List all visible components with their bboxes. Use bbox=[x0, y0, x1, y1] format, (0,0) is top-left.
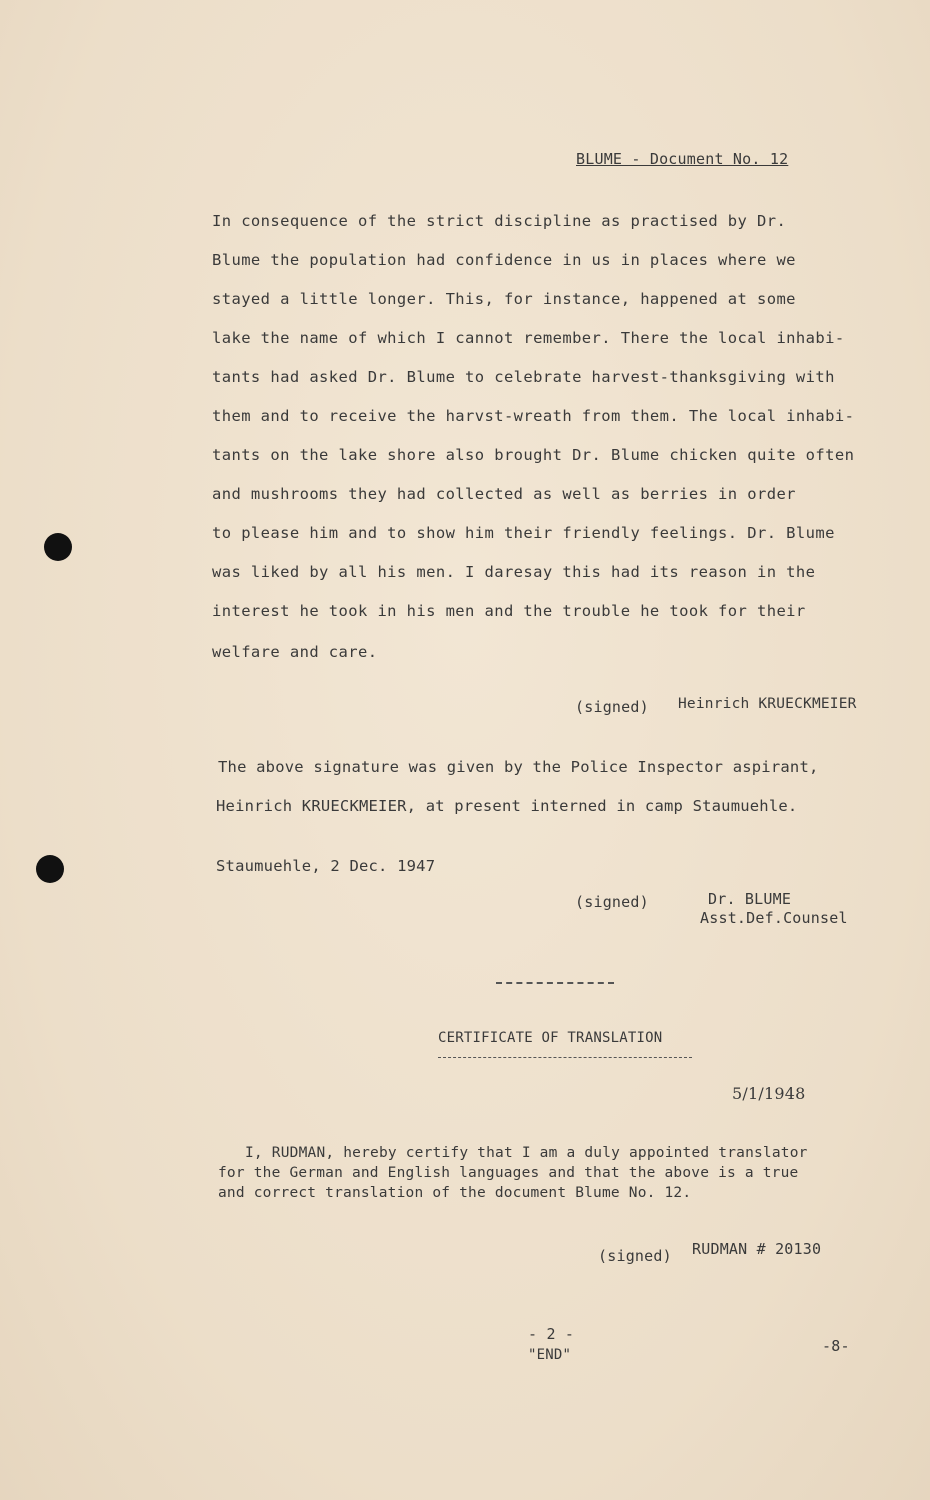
body-line: was liked by all his men. I daresay this had its reason in the bbox=[212, 563, 816, 581]
end-marker: "END" bbox=[528, 1347, 572, 1363]
certificate-heading: CERTIFICATE OF TRANSLATION bbox=[438, 1030, 663, 1046]
signed-label: (signed) bbox=[598, 1247, 672, 1265]
place-date: Staumuehle, 2 Dec. 1947 bbox=[216, 857, 436, 875]
punch-hole-top bbox=[44, 533, 72, 561]
signed-label: (signed) bbox=[575, 698, 649, 716]
signer-name: Heinrich KRUECKMEIER bbox=[678, 696, 857, 712]
body-line: tants on the lake shore also brought Dr. Blume chicken quite often bbox=[212, 446, 855, 464]
body-line: stayed a little longer. This, for instance, happened at some bbox=[212, 290, 796, 308]
heading-underline bbox=[438, 1057, 692, 1058]
body-line: Blume the population had confidence in us in places where we bbox=[212, 251, 796, 269]
signed-label: (signed) bbox=[575, 893, 649, 911]
punch-hole-bottom bbox=[36, 855, 64, 883]
body-line: welfare and care. bbox=[212, 643, 378, 661]
attestation-line: The above signature was given by the Police Inspector aspirant, bbox=[218, 758, 819, 776]
certificate-line: for the German and English languages and that the above is a true bbox=[218, 1165, 799, 1181]
body-line: interest he took in his men and the trouble he took for their bbox=[212, 602, 806, 620]
body-line: to please him and to show him their friendly feelings. Dr. Blume bbox=[212, 524, 835, 542]
corner-page-marker: -8- bbox=[822, 1337, 850, 1355]
body-line: lake the name of which I cannot remember. There the local inhabi- bbox=[212, 329, 845, 347]
signer-title: Asst.Def.Counsel bbox=[700, 909, 848, 927]
signer-name: Dr. BLUME bbox=[708, 890, 792, 908]
body-line: In consequence of the strict discipline as practised by Dr. bbox=[212, 212, 787, 230]
section-divider bbox=[496, 982, 614, 984]
certificate-line: I, RUDMAN, hereby certify that I am a duly appointed translator bbox=[245, 1145, 808, 1161]
translator-signed-name: RUDMAN # 20130 bbox=[692, 1240, 822, 1258]
attestation-line: Heinrich KRUECKMEIER, at present interned in camp Staumuehle. bbox=[216, 797, 798, 815]
body-line: and mushrooms they had collected as well as berries in order bbox=[212, 485, 796, 503]
page-number: - 2 - bbox=[528, 1325, 575, 1343]
certificate-date: 5/1/1948 bbox=[732, 1084, 806, 1103]
body-line: them and to receive the harvst-wreath from them. The local inhabi- bbox=[212, 407, 855, 425]
body-line: tants had asked Dr. Blume to celebrate harvest-thanksgiving with bbox=[212, 368, 835, 386]
certificate-line: and correct translation of the document Blume No. 12. bbox=[218, 1185, 692, 1201]
document-reference: BLUME - Document No. 12 bbox=[576, 150, 789, 168]
